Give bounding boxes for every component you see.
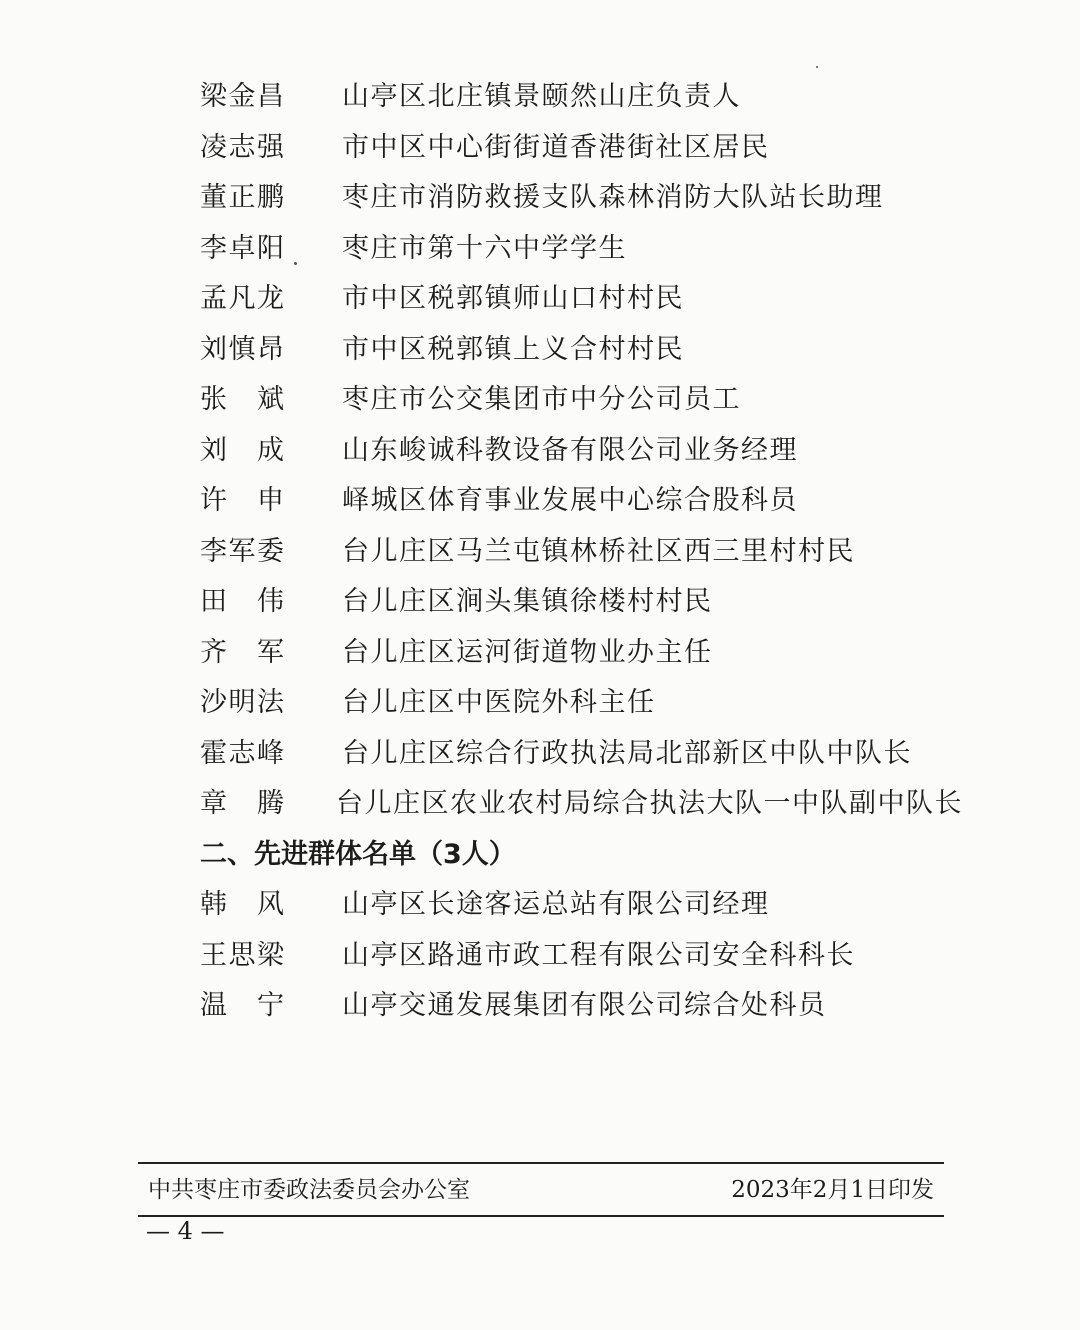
list-item [0,981,1080,1032]
list-item [0,931,1080,982]
person-description: 枣庄市消防救援支队森林消防大队站长助理 [342,182,884,213]
person-description: 枣庄市公交集团市中分公司员工 [342,384,741,415]
list-item [0,426,1080,477]
person-name: 梁金昌 [200,81,284,112]
person-name: 李军委 [200,535,284,567]
person-name: 张斌 [200,384,284,415]
list-item [0,173,1080,224]
list-item [0,224,1080,275]
page-number: — 4 — [146,1217,225,1245]
list-item [0,779,1080,830]
person-description: 市中区税郭镇上义合村村民 [342,333,684,365]
person-description: 山东峻诚科教设备有限公司业务经理 [342,434,798,466]
issuing-office: 中共枣庄市委政法委员会办公室 [148,1177,470,1203]
list-item [0,476,1080,527]
section-heading: 二、先进群体名单（3人） [200,838,516,870]
list-item [0,325,1080,376]
person-description: 山亭交通发展集团有限公司综合处科员 [342,990,827,1021]
person-description: 市中区中心街街道香港街社区居民 [342,131,770,163]
list-item [0,72,1080,123]
scan-speck [816,66,818,68]
person-description: 台儿庄区马兰屯镇林桥社区西三里村村民 [342,535,855,567]
person-description: 市中区税郭镇师山口村村民 [342,283,684,314]
person-name: 刘慎昂 [200,333,284,365]
person-description: 台儿庄区涧头集镇徐楼村村民 [342,586,713,617]
list-item [0,375,1080,426]
person-name: 齐军 [200,636,284,668]
list-item [0,274,1080,325]
person-name: 韩风 [200,889,284,920]
person-description: 台儿庄区农业农村局综合执法大队一中队副中队长 [336,788,963,819]
person-name: 章腾 [200,788,284,819]
print-date: 2023年2月1日印发 [731,1177,934,1203]
person-name: 许申 [200,485,284,516]
person-description: 峄城区体育事业发展中心综合股科员 [342,485,798,516]
person-description: 山亭区路通市政工程有限公司安全科科长 [342,939,855,971]
list-item [0,577,1080,628]
person-name: 温宁 [200,990,284,1021]
person-name: 霍志峰 [200,737,284,769]
name-list [0,72,1080,1032]
person-description: 枣庄市第十六中学学生 [342,232,627,264]
person-description: 台儿庄区运河街道物业办主任 [342,636,713,668]
person-name: 孟凡龙 [200,283,284,314]
person-name: 王思梁 [200,939,284,971]
person-name: 董正鹏 [200,182,284,213]
person-name: 凌志强 [200,131,284,163]
list-item [0,628,1080,679]
footer-bottom-rule [138,1215,944,1217]
footer-top-rule [138,1162,944,1164]
person-description: 台儿庄区中医院外科主任 [342,687,656,718]
list-item [0,678,1080,729]
person-name: 田伟 [200,586,284,617]
person-description: 台儿庄区综合行政执法局北部新区中队中队长 [342,737,912,769]
list-item [0,880,1080,931]
person-description: 山亭区长途客运总站有限公司经理 [342,889,770,920]
person-name: 李卓阳 [200,232,284,264]
list-item [0,729,1080,780]
list-item [0,123,1080,174]
person-description: 山亭区北庄镇景颐然山庄负责人 [342,81,741,112]
scan-speck [294,262,297,265]
list-item [0,527,1080,578]
person-name: 沙明法 [200,687,284,718]
person-name: 刘成 [200,434,284,466]
